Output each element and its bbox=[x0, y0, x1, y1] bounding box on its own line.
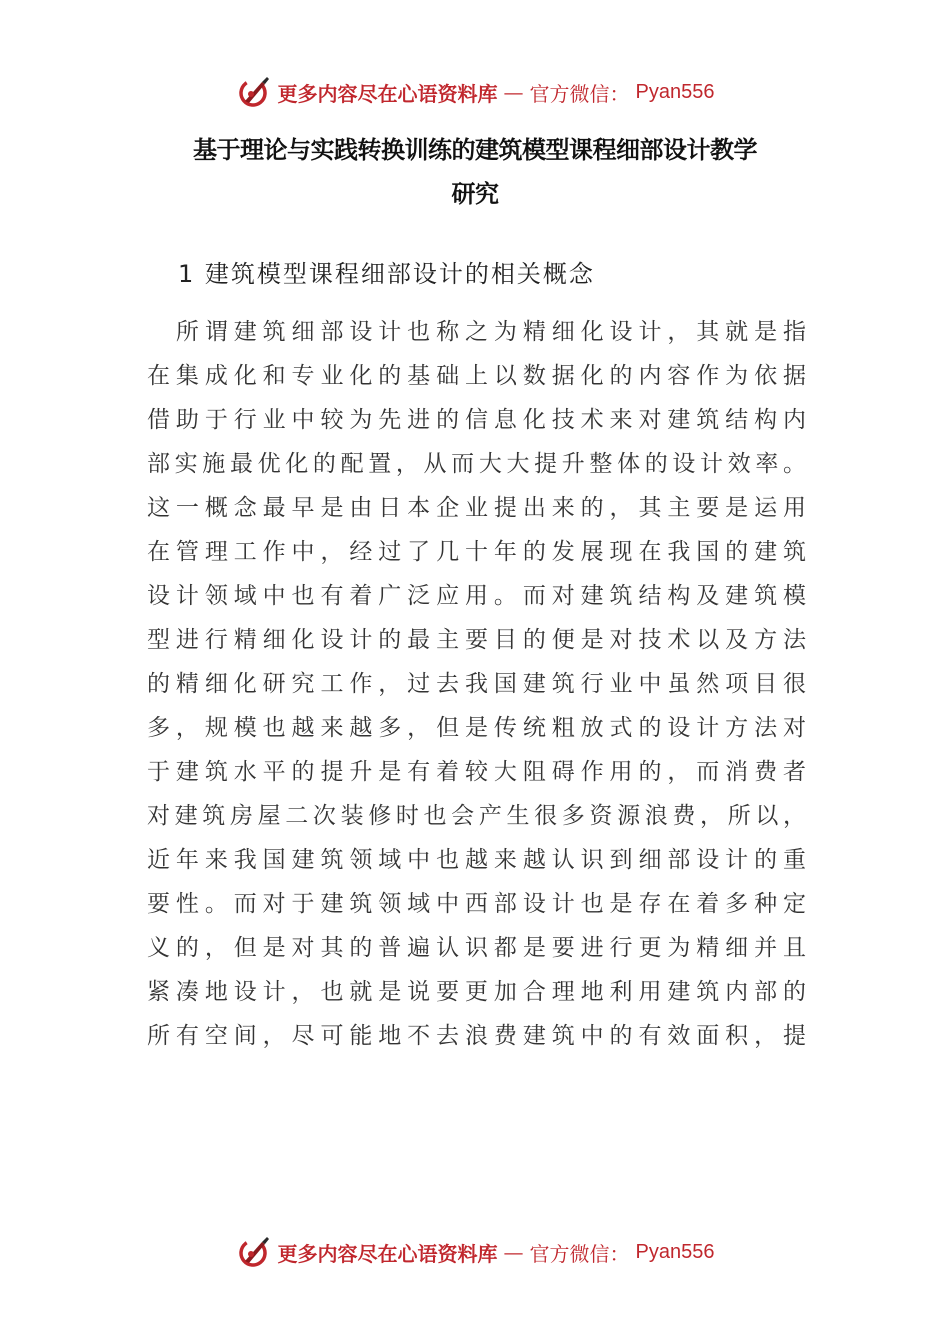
body-line: 在管理工作中，经过了几十年的发展现在我国的建筑 bbox=[147, 539, 807, 565]
title-line: 基于理论与实践转换训练的建筑模型课程细部设计教学 bbox=[193, 136, 757, 164]
brush-circle-logo-icon bbox=[236, 1234, 272, 1270]
body-line: 设计领域中也有着广泛应用。而对建筑结构及建筑模 bbox=[147, 583, 807, 609]
footer-banner bbox=[0, 1232, 950, 1272]
body-line: 这一概念最早是由日本企业提出来的，其主要是运用 bbox=[147, 495, 807, 521]
document-title bbox=[140, 128, 810, 216]
body-line: 的精细化研究工作，过去我国建筑行业中虽然项目很 bbox=[147, 671, 807, 697]
body-line: 于建筑水平的提升是有着较大阻碍作用的，而消费者 bbox=[147, 759, 807, 785]
banner-contact-label: 官方微信： bbox=[529, 81, 630, 106]
body-paragraph bbox=[147, 310, 807, 1058]
body-line: 所有空间，尽可能地不去浪费建筑中的有效面积，提 bbox=[147, 1023, 807, 1049]
body-line: 借助于行业中较为先进的信息化技术来对建筑结构内 bbox=[147, 407, 807, 433]
banner-separator: — bbox=[503, 80, 524, 104]
body-line: 紧凑地设计，也就是说要更加合理地利用建筑内部的 bbox=[147, 979, 807, 1005]
banner-contact-id: Pyan556 bbox=[635, 80, 715, 103]
title-line: 研究 bbox=[451, 180, 499, 208]
body-line: 在集成化和专业化的基础上以数据化的内容作为依据 bbox=[147, 363, 807, 389]
body-line: 要性。而对于建筑领域中西部设计也是存在着多种定 bbox=[147, 891, 807, 917]
banner-text: 更多内容尽在心语资料库 bbox=[277, 1241, 498, 1266]
body-line: 所谓建筑细部设计也称之为精细化设计，其就是指 bbox=[147, 319, 807, 345]
section-heading: 1 建筑模型课程细部设计的相关概念 bbox=[178, 260, 595, 288]
header-banner bbox=[0, 72, 950, 112]
banner-contact-id: Pyan556 bbox=[635, 1240, 715, 1263]
banner-contact-label: 官方微信： bbox=[529, 1241, 630, 1266]
body-line: 型进行精细化设计的最主要目的便是对技术以及方法 bbox=[147, 627, 807, 653]
body-line: 对建筑房屋二次装修时也会产生很多资源浪费，所以， bbox=[147, 803, 807, 829]
brush-circle-logo-icon bbox=[236, 74, 272, 110]
banner-text: 更多内容尽在心语资料库 bbox=[277, 81, 498, 106]
body-line: 义的，但是对其的普遍认识都是要进行更为精细并且 bbox=[147, 935, 807, 961]
banner-separator: — bbox=[503, 1240, 524, 1264]
body-line: 近年来我国建筑领域中也越来越认识到细部设计的重 bbox=[147, 847, 807, 873]
body-line: 部实施最优化的配置，从而大大提升整体的设计效率。 bbox=[147, 451, 807, 477]
body-line: 多，规模也越来越多，但是传统粗放式的设计方法对 bbox=[147, 715, 807, 741]
